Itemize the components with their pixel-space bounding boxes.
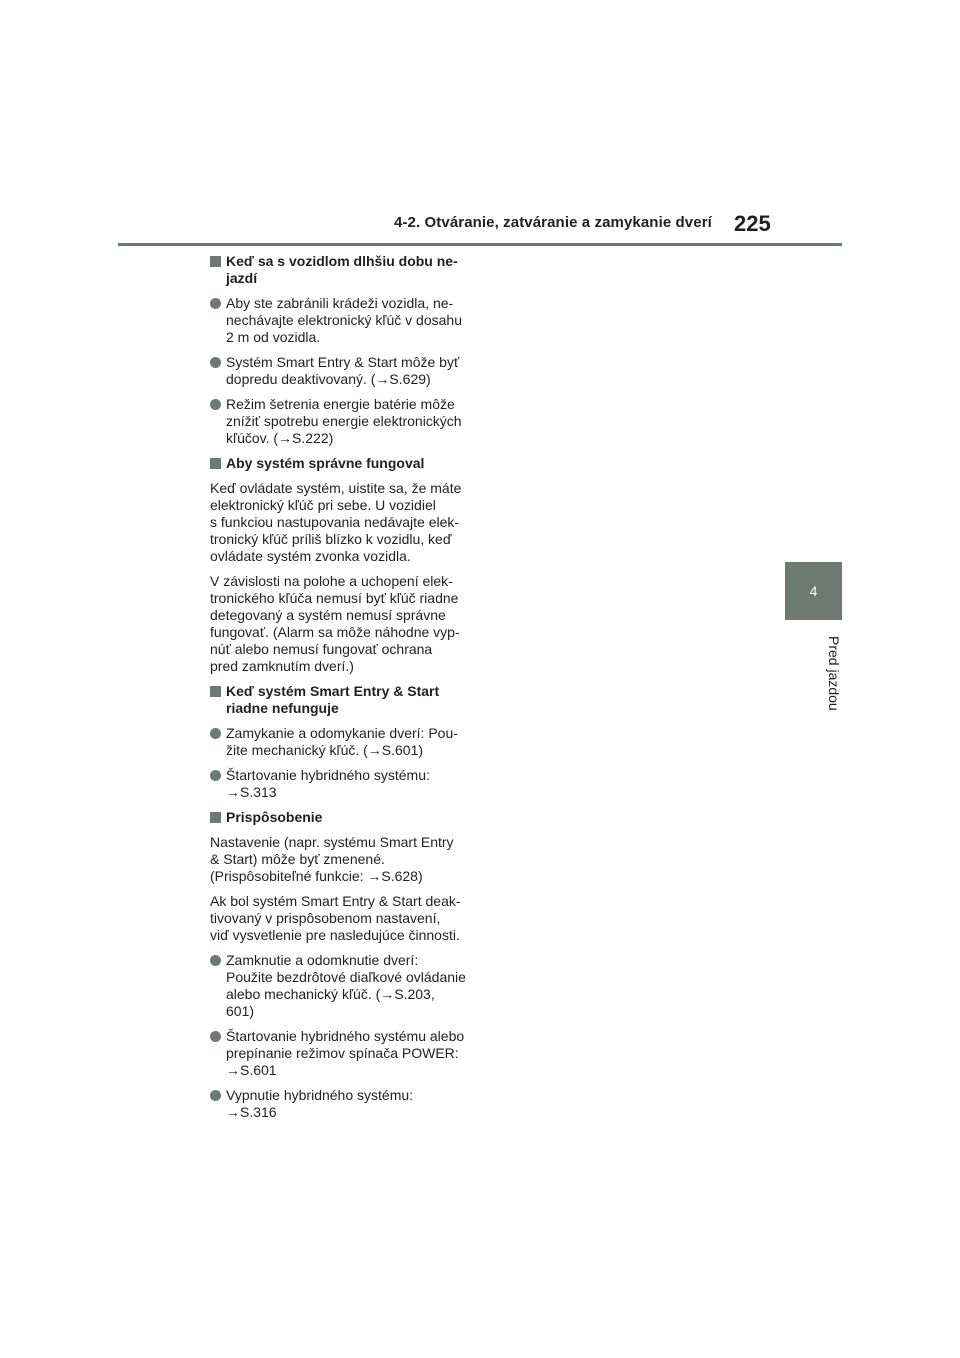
text-line: Aby ste zabránili krádeži vozidla, ne- bbox=[226, 295, 454, 311]
section-heading bbox=[210, 683, 478, 717]
square-bullet-icon bbox=[210, 686, 221, 697]
text-line: Systém Smart Entry & Start môže byť bbox=[226, 354, 460, 370]
text-line: viď vysvetlenie pre nasledujúce činnosti. bbox=[210, 927, 460, 943]
text-line: prepínanie režimov spínača POWER: bbox=[226, 1045, 459, 1061]
bullet-item bbox=[210, 1028, 478, 1079]
text-line: Zamykanie a odomykanie dverí: Pou- bbox=[226, 725, 458, 741]
round-bullet-icon bbox=[210, 399, 221, 410]
text-line: ovládate systém zvonka vozidla. bbox=[210, 548, 411, 564]
paragraph bbox=[210, 480, 478, 565]
text-line: 2 m od vozidla. bbox=[226, 329, 321, 345]
text-line: dopredu deaktivovaný. (→S.629) bbox=[226, 371, 431, 387]
page-number: 225 bbox=[734, 211, 771, 236]
chapter-number: 4 bbox=[809, 583, 818, 599]
text-line: (Prispôsobiteľné funkcie: →S.628) bbox=[210, 868, 423, 884]
heading-line: Keď systém Smart Entry & Start bbox=[226, 683, 440, 699]
bullet-item bbox=[210, 952, 478, 1020]
paragraph bbox=[210, 573, 478, 675]
header-divider bbox=[118, 243, 842, 246]
chapter-title: Pred jazdou bbox=[826, 635, 842, 711]
bullet-item bbox=[210, 767, 478, 801]
bullet-item bbox=[210, 295, 478, 346]
text-line: elektronický kľúč pri sebe. U vozidiel bbox=[210, 497, 436, 513]
text-line: Nastavenie (napr. systému Smart Entry bbox=[210, 834, 454, 850]
text-line: Ak bol systém Smart Entry & Start deak- bbox=[210, 893, 461, 909]
text-line: tivovaný v prispôsobenom nastavení, bbox=[210, 910, 441, 926]
bullet-item bbox=[210, 354, 478, 388]
section-heading bbox=[210, 455, 478, 472]
text-line: V závislosti na polohe a uchopení elek- bbox=[210, 573, 453, 589]
square-bullet-icon bbox=[210, 458, 221, 469]
heading-line: Aby systém správne fungoval bbox=[226, 455, 425, 471]
bullet-item bbox=[210, 1087, 478, 1121]
round-bullet-icon bbox=[210, 298, 221, 309]
heading-line: Keď sa s vozidlom dlhšiu dobu ne- bbox=[226, 253, 458, 269]
text-line: fungovať. (Alarm sa môže náhodne vyp- bbox=[210, 624, 460, 640]
text-line: žite mechanický kľúč. (→S.601) bbox=[226, 742, 424, 758]
round-bullet-icon bbox=[210, 955, 221, 966]
text-line: Režim šetrenia energie batérie môže bbox=[226, 396, 455, 412]
text-line: Zamknutie a odomknutie dverí: bbox=[226, 952, 419, 968]
text-line: →S.316 bbox=[226, 1104, 277, 1120]
text-line: tronického kľúča nemusí byť kľúč riadne bbox=[210, 590, 459, 606]
chapter-tab[interactable] bbox=[785, 562, 842, 620]
text-line: Keď ovládate systém, uistite sa, že máte bbox=[210, 480, 462, 496]
round-bullet-icon bbox=[210, 728, 221, 739]
round-bullet-icon bbox=[210, 770, 221, 781]
bullet-item bbox=[210, 725, 478, 759]
text-line: Štartovanie hybridného systému: bbox=[226, 767, 430, 783]
square-bullet-icon bbox=[210, 812, 221, 823]
text-line: alebo mechanický kľúč. (→S.203, bbox=[226, 986, 435, 1002]
text-line: nechávajte elektronický kľúč v dosahu bbox=[226, 312, 462, 328]
text-line: Štartovanie hybridného systému alebo bbox=[226, 1028, 465, 1044]
text-line: znížiť spotrebu energie elektronických bbox=[226, 413, 462, 429]
heading-line: jazdí bbox=[226, 270, 258, 286]
paragraph bbox=[210, 893, 478, 944]
square-bullet-icon bbox=[210, 256, 221, 267]
bullet-item bbox=[210, 396, 478, 447]
page-content bbox=[210, 253, 478, 1129]
text-line: s funkciou nastupovania nedávajte elek- bbox=[210, 514, 460, 530]
text-line: →S.313 bbox=[226, 784, 277, 800]
heading-line: Prispôsobenie bbox=[226, 809, 323, 825]
text-line: Vypnutie hybridného systému: bbox=[226, 1087, 414, 1103]
heading-line: riadne nefunguje bbox=[226, 700, 339, 716]
text-line: pred zamknutím dverí.) bbox=[210, 658, 354, 674]
text-line: tronický kľúč príliš blízko k vozidlu, keď bbox=[210, 531, 452, 547]
round-bullet-icon bbox=[210, 357, 221, 368]
text-line: núť alebo nemusí fungovať ochrana bbox=[210, 641, 433, 657]
text-line: detegovaný a systém nemusí správne bbox=[210, 607, 446, 623]
text-line: Použite bezdrôtové diaľkové ovládanie bbox=[226, 969, 466, 985]
section-heading bbox=[210, 253, 478, 287]
section-title: 4-2. Otváranie, zatváranie a zamykanie dverí bbox=[394, 214, 712, 231]
paragraph bbox=[210, 834, 478, 885]
text-line: kľúčov. (→S.222) bbox=[226, 430, 334, 446]
round-bullet-icon bbox=[210, 1090, 221, 1101]
round-bullet-icon bbox=[210, 1031, 221, 1042]
text-line: 601) bbox=[226, 1003, 255, 1019]
text-line: →S.601 bbox=[226, 1062, 277, 1078]
text-line: & Start) môže byť zmenené. bbox=[210, 851, 385, 867]
section-heading bbox=[210, 809, 478, 826]
